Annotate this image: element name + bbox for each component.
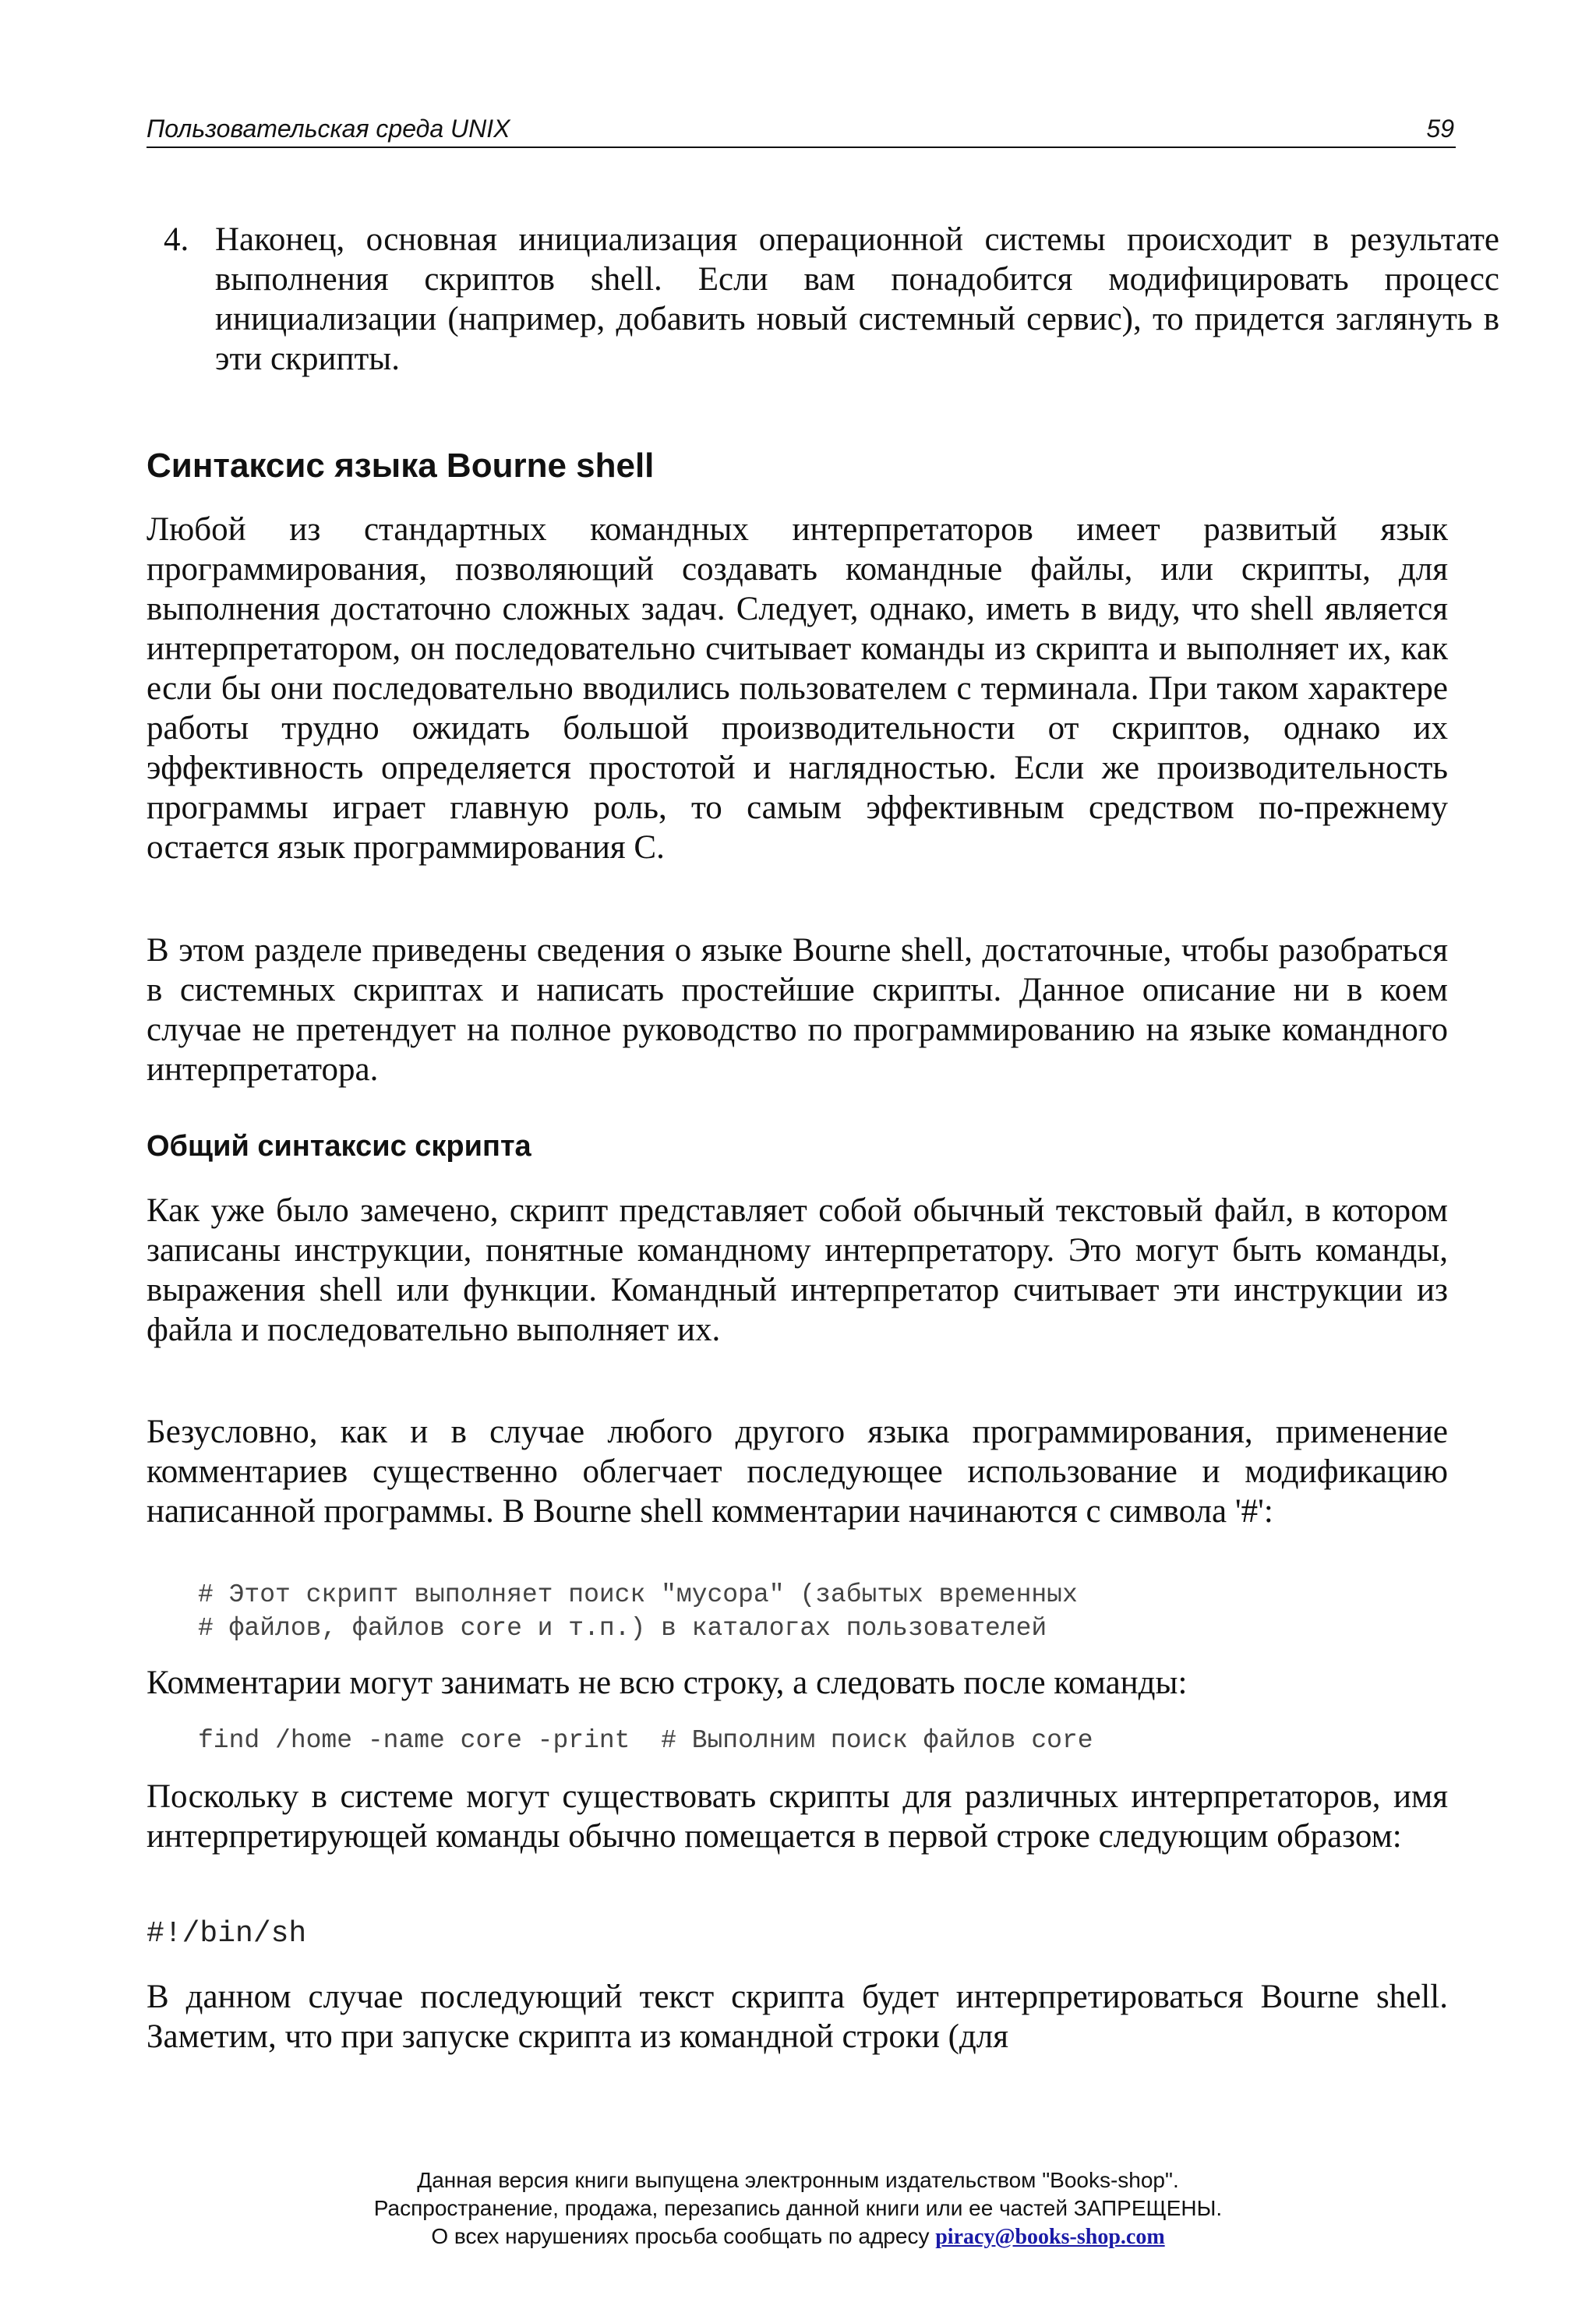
code-shebang: #!/bin/sh [147,1917,307,1951]
footer-line-1: Данная версия книги выпущена электронным издательством "Books-shop". [417,2168,1179,2192]
subsection-paragraph-1: Как уже было замечено, скрипт представляет собой обычный текстовый файл, в котором записаны инструкции, понятные командному интерпретатору. Это могут быть команды, выражения shell или функции. Командный интерпретатор считывает эти инструкции из файла и последовательно выполняет их. [147,1192,1448,1348]
list-item-text: Наконец, основная инициализация операционной системы происходит в результате выполнения скриптов shell. Если вам понадобится модифицировать процесс инициализации (например, добавить новый системный сервис), то придется заглянуть в эти скрипты. [215,221,1499,377]
header-title: Пользовательская среда UNIX [147,115,510,143]
footer-line-2: Распространение, продажа, перезапись данной книги или ее частей ЗАПРЕЩЕНЫ. [373,2196,1223,2220]
page-number: 59 [1426,115,1454,143]
subsection-heading: Общий синтаксис скрипта [147,1130,531,1163]
code-find-command: find /home -name core -print # Выполним поиск файлов core [198,1726,1093,1755]
section-paragraph-1: Любой из стандартных командных интерпретаторов имеет развитый язык программирования, позволяющий создавать командные файлы, или скрипты, для выполнения достаточно сложных задач. Следует, однако, иметь в виду, что shell является интерпретатором, он последовательно считывает команды из скрипта и выполняет их, как если бы они последовательно вводились пользователем с терминала. При таком характере работы трудно ожидать большой производительности от скриптов, однако их эффективность определяется простотой и наглядностью. Если же производительность программы играет главную роль, то самым эффективным средством по-прежнему остается язык программирования С. [147,511,1448,866]
code-comment-line-2: # файлов, файлов core и т.п.) в каталогах пользователей [198,1614,1047,1643]
list-item-4 [164,220,1499,379]
subsection-paragraph-2: Безусловно, как и в случае любого другого языка программирования, применение комментариев существенно облегчает последующее использование и модификацию написанной программы. В Bourne shell комментарии начинаются с символа '#': [147,1414,1448,1530]
section-paragraph-2: В этом разделе приведены сведения о языке Bourne shell, достаточные, чтобы разобраться в системных скриптах и написать простейшие скрипты. Данное описание ни в коем случае не претендует на полное руководство по программированию на языке командного интерпретатора. [147,932,1448,1088]
subsection-paragraph-5: В данном случае последующий текст скрипта будет интерпретироваться Bourne shell. Заметим, что при запуске скрипта из командной строки (для [147,1979,1448,2055]
list-item-number: 4. [164,221,189,258]
code-comment-line-1: # Этот скрипт выполняет поиск "мусора" (забытых временных [198,1580,1078,1609]
subsection-paragraph-4: Поскольку в системе могут существовать скрипты для различных интерпретаторов, имя интерпретирующей команды обычно помещается в первой строке следующим образом: [147,1778,1448,1855]
footer-notice [0,2166,1596,2251]
footer-line-3 [0,2223,1596,2251]
running-header [147,114,1456,148]
section-heading: Синтаксис языка Bourne shell [147,447,655,485]
footer-email-link[interactable]: piracy@books-shop.com [935,2225,1165,2249]
subsection-paragraph-3: Комментарии могут занимать не всю строку, а следовать после команды: [147,1665,1188,1701]
footer-line-3-text: О всех нарушениях просьба сообщать по адресу [431,2224,930,2248]
